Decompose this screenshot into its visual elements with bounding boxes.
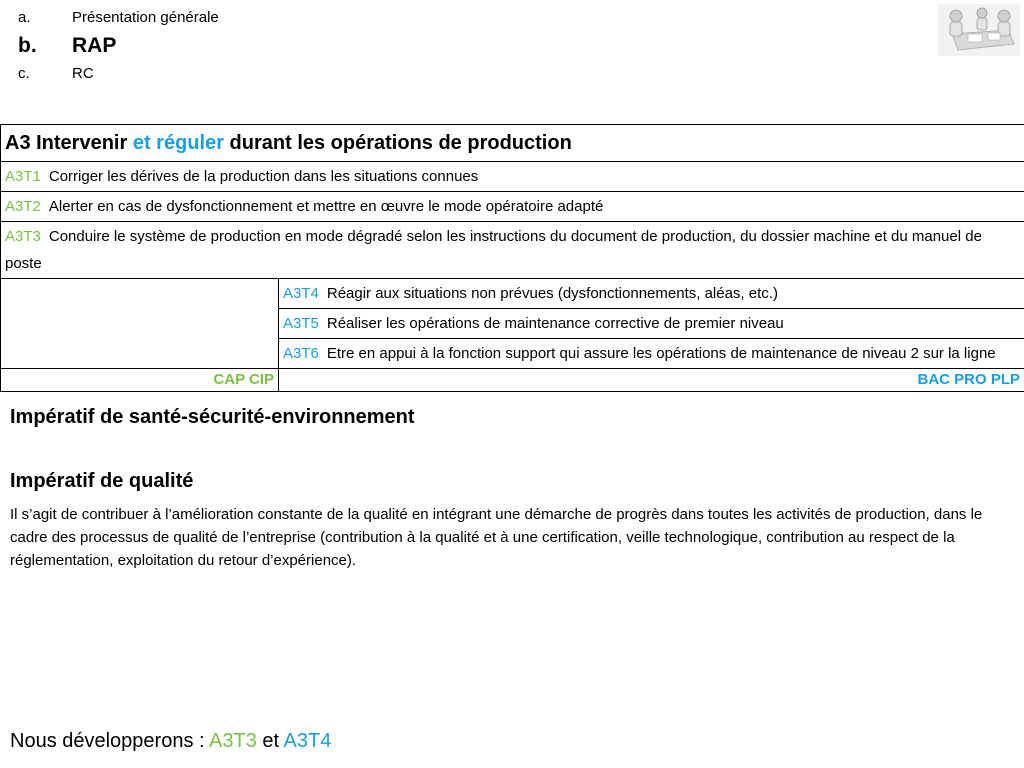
people-meeting-illustration-icon bbox=[938, 4, 1020, 56]
task-code: A3T4 bbox=[283, 285, 319, 302]
task-cell bbox=[279, 279, 1024, 309]
task-text: Etre en appui à la fonction support qui assure les opérations de maintenance de niveau 2 sur la ligne bbox=[326, 345, 996, 362]
footer-code-a3t4: A3T4 bbox=[283, 730, 332, 752]
outline-letter: c. bbox=[18, 65, 30, 82]
footer-line bbox=[10, 730, 331, 753]
task-text: Réaliser les opérations de maintenance corrective de premier niveau bbox=[326, 315, 784, 332]
task-text: Corriger les dérives de la production dans les situations connues bbox=[48, 168, 479, 185]
task-cell bbox=[1, 222, 1024, 279]
outline-item-b bbox=[18, 30, 219, 62]
footer-code-a3t3: A3T3 bbox=[209, 730, 257, 752]
outline-label: Présentation générale bbox=[72, 9, 219, 26]
title-accent: et réguler bbox=[132, 132, 224, 154]
cap-cip-label: CAP CIP bbox=[1, 369, 279, 392]
footer-mid: et bbox=[256, 730, 284, 752]
task-code: A3T3 bbox=[5, 228, 41, 245]
task-text: Alerter en cas de dysfonctionnement et mettre en œuvre le mode opératoire adapté bbox=[48, 198, 604, 215]
outline-label: RC bbox=[72, 65, 94, 82]
task-cell bbox=[1, 162, 1024, 192]
table-header-row bbox=[1, 125, 1024, 162]
task-text: Réagir aux situations non prévues (dysfonctionnements, aléas, etc.) bbox=[326, 285, 778, 302]
hsse-heading: Impératif de santé-sécurité-environnement bbox=[10, 406, 415, 428]
outline-letter: a. bbox=[18, 9, 31, 26]
task-code: A3T1 bbox=[5, 168, 41, 185]
table-row bbox=[1, 162, 1024, 192]
task-code: A3T2 bbox=[5, 198, 41, 215]
task-cell bbox=[279, 339, 1024, 369]
task-code: A3T6 bbox=[283, 345, 319, 362]
bac-pro-plp-label: BAC PRO PLP bbox=[279, 369, 1024, 392]
outline-item-c bbox=[18, 62, 219, 86]
task-cell bbox=[1, 192, 1024, 222]
task-code: A3T5 bbox=[283, 315, 319, 332]
competence-table bbox=[0, 124, 1024, 392]
outline-item-a bbox=[18, 6, 219, 30]
outline-list bbox=[18, 6, 219, 86]
outline-label: RAP bbox=[72, 34, 117, 57]
quality-heading: Impératif de qualité bbox=[10, 470, 194, 492]
table-row bbox=[1, 222, 1024, 279]
task-cell bbox=[279, 309, 1024, 339]
table-row bbox=[1, 192, 1024, 222]
outline-letter: b. bbox=[18, 34, 37, 57]
competence-title bbox=[1, 125, 1024, 162]
empty-cell bbox=[1, 279, 279, 369]
task-text: Conduire le système de production en mode dégradé selon les instructions du document de production, du dossier machine et du manuel de poste bbox=[5, 228, 982, 272]
footer-prefix: Nous développerons : bbox=[10, 730, 210, 752]
quality-paragraph: Il s’agit de contribuer à l’amélioration constante de la qualité en intégrant une démarche de progrès dans toutes les activités de production, dans le cadre des processus de qualité de l’entreprise (contribution à la qualité et à une certification, veille technologique, contribution au respect de la réglementation, exploitation du retour d’expérience). bbox=[10, 506, 983, 569]
title-suffix: durant les opérations de production bbox=[223, 132, 572, 154]
table-footer-row bbox=[1, 369, 1024, 392]
title-prefix: A3 Intervenir bbox=[5, 132, 133, 154]
table-row bbox=[1, 279, 1024, 309]
